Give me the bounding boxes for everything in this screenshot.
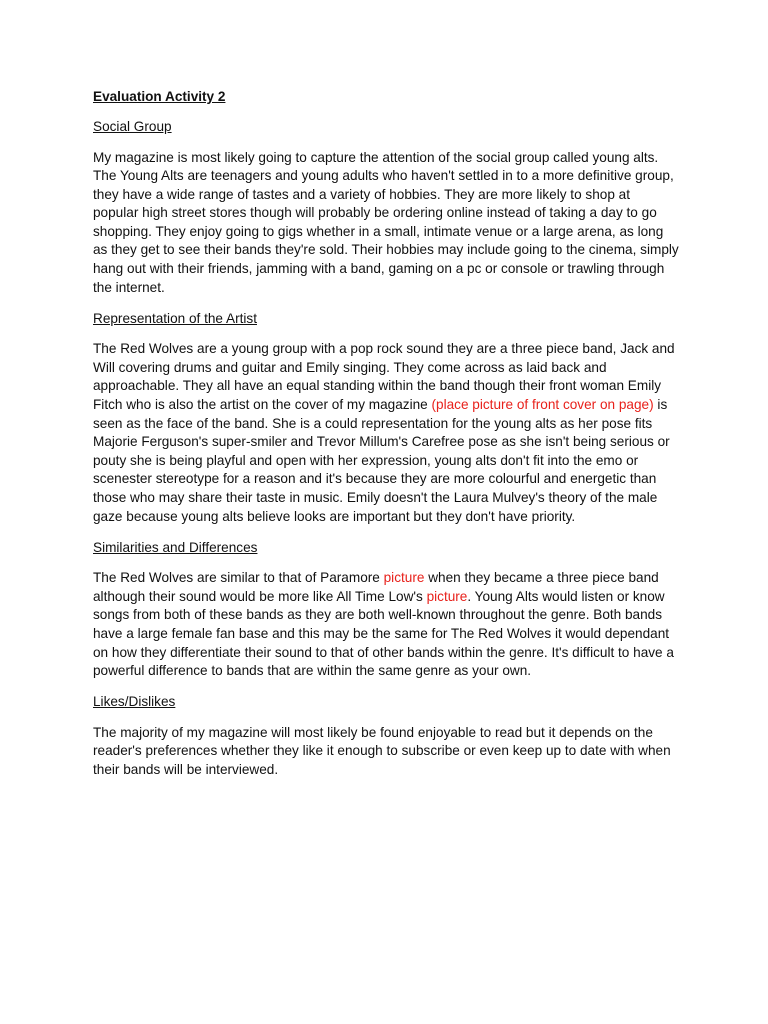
representation-text-2: is seen as the face of the band. She is a could representation for the young alts as her pose fits Majorie Ferguson's super-smiler and Trevor Millum's Carefree pose as she isn't being serious or pouty she is being playful and open with her expression, young alts don't fit into the emo or scenester stereotype for a reason and it's because they are more colourful and energetic than those who may share their taste in music. Emily doesn't the Laura Mulvey's theory of the male gaze because young alts believe looks are important but they don't have priority.	[93, 397, 670, 524]
similarities-text-3: . Young Alts would listen or know songs from both of these bands as they are both well-known throughout the genre. Both bands have a large female fan base and this may be the same for The Red Wolves it would dependant on how they differentiate their sound to that of other bands within the genre. It's difficult to have a powerful difference to bands that are within the same genre as your own.	[93, 588, 674, 679]
similarities-picture-note-2: picture	[426, 588, 468, 604]
paragraph-similarities	[93, 569, 679, 681]
document-page	[93, 88, 679, 792]
document-title: Evaluation Activity 2	[93, 89, 226, 104]
similarities-text-2: when they became a three piece band although their sound would be more like All Time Low's	[93, 570, 659, 604]
paragraph-representation	[93, 340, 679, 526]
similarities-picture-note-1: picture	[383, 570, 425, 586]
paragraph-social-group: My magazine is most likely going to capture the attention of the social group called young alts. The Young Alts are teenagers and young adults who haven't settled in to a more definitive group, they have a wide range of tastes and a variety of hobbies. They are more likely to shop at popular high street stores though will probably be ordering online instead of taking a day to go shopping. They enjoy going to gigs whether in a small, intimate venue or a large arena, as long as they get to see their bands they're sold. Their hobbies may include going to the cinema, simply hang out with their friends, jamming with a band, gaming on a pc or console or trawling through the internet.	[93, 149, 679, 295]
heading-likes-dislikes: Likes/Dislikes	[93, 694, 176, 710]
similarities-text-1: The Red Wolves are similar to that of Paramore	[93, 570, 384, 586]
representation-picture-note: (place picture of front cover on page)	[431, 397, 654, 413]
paragraph-likes-dislikes: The majority of my magazine will most likely be found enjoyable to read but it depends on the reader's preferences whether they like it enough to subscribe or even keep up to date with when their bands will be interviewed.	[93, 724, 671, 777]
heading-similarities: Similarities and Differences	[93, 539, 258, 555]
heading-social-group: Social Group	[93, 119, 172, 134]
heading-representation: Representation of the Artist	[93, 310, 257, 326]
representation-text-1: The Red Wolves are a young group with a pop rock sound they are a three piece band, Jack and Will covering drums and guitar and Emily singing. They come across as laid back and approachable. They all have an equal standing within the band though their front woman Emily Fitch who is also the artist on the cover of my magazine	[93, 341, 675, 413]
